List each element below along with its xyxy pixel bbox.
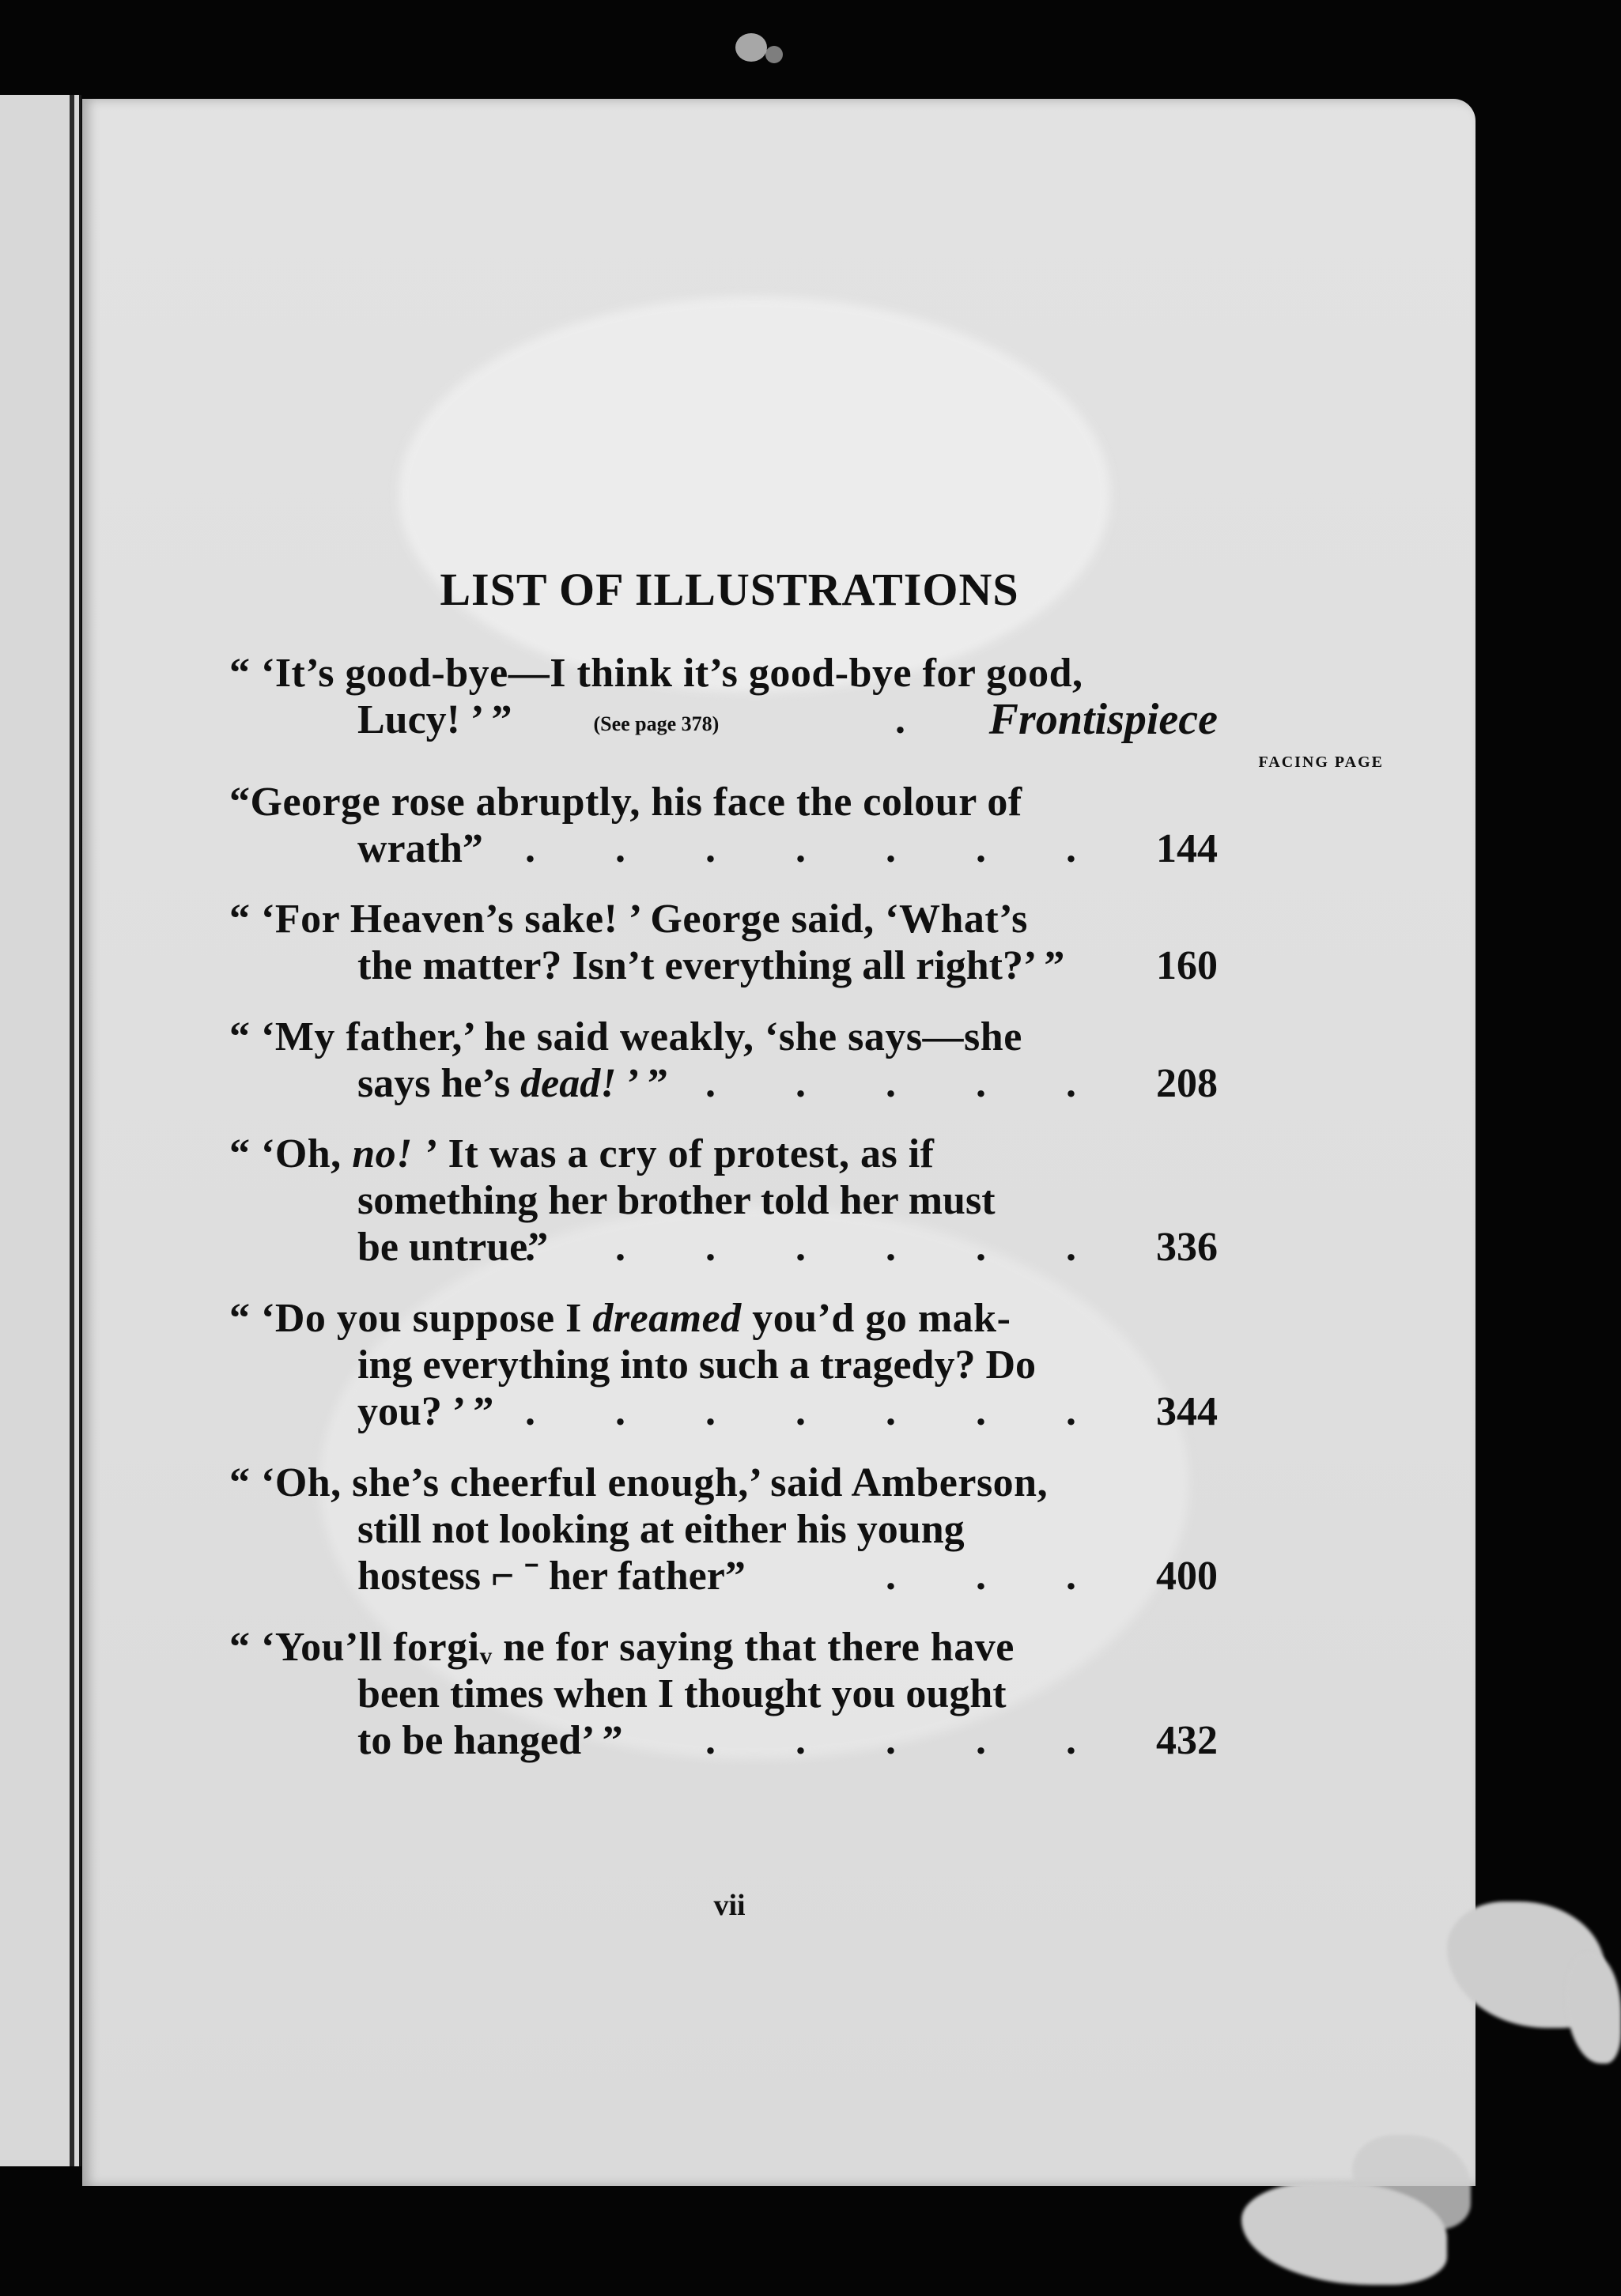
caption-line (229, 697, 1218, 743)
caption-text: “ ‘For Heaven’s sake! ’ George said, ‘What’s (229, 897, 1028, 942)
caption-line (229, 650, 1218, 697)
illustration-entry (229, 1014, 1218, 1107)
caption-text: been times when I thought you ought (357, 1671, 1007, 1716)
caption-text: “ ‘Do you suppose I (229, 1296, 593, 1341)
scan-speck (765, 46, 783, 63)
caption-text: Lucy! ’ ” (357, 697, 512, 742)
caption-line (229, 1506, 1218, 1553)
caption-line (229, 1624, 1218, 1671)
caption-text: you’d go mak- (741, 1296, 1011, 1341)
caption-line (229, 1131, 1218, 1177)
caption-line (229, 1553, 1218, 1599)
caption-line (229, 1460, 1218, 1506)
caption-text: says he’s (357, 1061, 521, 1106)
caption-line (229, 942, 1218, 989)
caption-line (229, 1388, 1218, 1435)
caption-text: “ ‘It’s good-bye—I think it’s good-bye for good, (229, 651, 1083, 696)
facing-page-number: 344 (1156, 1389, 1218, 1434)
caption-text: you? ’ ” (357, 1389, 494, 1434)
illustration-entry (229, 1460, 1218, 1599)
caption-text: It was a cry of protest, as if (437, 1131, 935, 1176)
illustration-entry (229, 1624, 1218, 1764)
caption-text: “ ‘My father,’ he said weakly, ‘she says—she (229, 1014, 1022, 1059)
illustration-entry (229, 1295, 1218, 1435)
caption-text: something her brother told her must (357, 1178, 996, 1223)
illustration-entry-frontispiece (229, 650, 1218, 743)
caption-line (229, 779, 1218, 825)
leader-dots: . . . . . (705, 1061, 1111, 1106)
caption-text: “ ‘Oh, (229, 1131, 353, 1176)
caption-italic-text: no! ’ (352, 1131, 438, 1176)
leader-dots: . . . . . . . (525, 1389, 1111, 1434)
caption-line (229, 1671, 1218, 1717)
facing-page-number: 208 (1156, 1061, 1218, 1106)
torn-paper-fragment (1566, 1953, 1621, 2064)
caption-line (229, 1014, 1218, 1060)
caption-italic-text: dreamed (592, 1296, 742, 1341)
facing-page-number: 400 (1156, 1554, 1218, 1599)
facing-page-header: FACING PAGE (1258, 753, 1384, 771)
leader-dots: . . . (886, 1554, 1111, 1599)
caption-text: ’ ” (616, 1061, 668, 1106)
see-page-note: (See page 378) (593, 712, 720, 735)
facing-page-edge (0, 95, 81, 2166)
caption-text: wrath” (357, 826, 483, 871)
caption-line (229, 1295, 1218, 1342)
facing-page-number: 160 (1156, 943, 1218, 988)
caption-line (229, 825, 1218, 872)
paper-highlight (399, 296, 1110, 692)
leader-dot: . (895, 697, 905, 742)
caption-text: the matter? Isn’t everything all right?’ ” (357, 943, 1065, 988)
illustration-entry (229, 779, 1218, 872)
caption-text: still not looking at either his young (357, 1507, 965, 1552)
caption-text: “George rose abruptly, his face the colour of (229, 780, 1022, 825)
facing-page-number: 432 (1156, 1718, 1218, 1763)
illustration-entry (229, 1131, 1218, 1271)
facing-page-number: 144 (1156, 826, 1218, 871)
scan-speck (735, 33, 767, 62)
caption-line (229, 1177, 1218, 1224)
leader-dots: . . . . . (705, 1718, 1111, 1763)
caption-line (229, 1060, 1218, 1107)
caption-line (229, 1717, 1218, 1764)
caption-line (229, 896, 1218, 942)
caption-text: “ ‘You’ll forgiᵥ ne for saying that there have (229, 1625, 1015, 1670)
leader-dots: . . . . . . . (525, 826, 1111, 871)
caption-italic-text: dead! (520, 1061, 617, 1106)
caption-text: ing everything into such a tragedy? Do (357, 1342, 1036, 1388)
leader-dots: . . . . . . . (525, 1225, 1111, 1270)
binding-gutter (70, 95, 74, 2166)
frontispiece-label: Frontispiece (988, 695, 1218, 744)
page-number: vii (713, 1889, 746, 1922)
caption-text: “ ‘Oh, she’s cheerful enough,’ said Amberson, (229, 1460, 1049, 1505)
caption-text: be untrue” (357, 1225, 549, 1270)
page-title: LIST OF ILLUSTRATIONS (440, 564, 1019, 615)
caption-line (229, 1224, 1218, 1271)
illustration-entry (229, 896, 1218, 989)
caption-text: hostess ⌐ ˉ her father” (357, 1554, 746, 1599)
caption-text: to be hanged’ ” (357, 1718, 623, 1763)
facing-page-number: 336 (1156, 1225, 1218, 1270)
caption-line (229, 1342, 1218, 1388)
